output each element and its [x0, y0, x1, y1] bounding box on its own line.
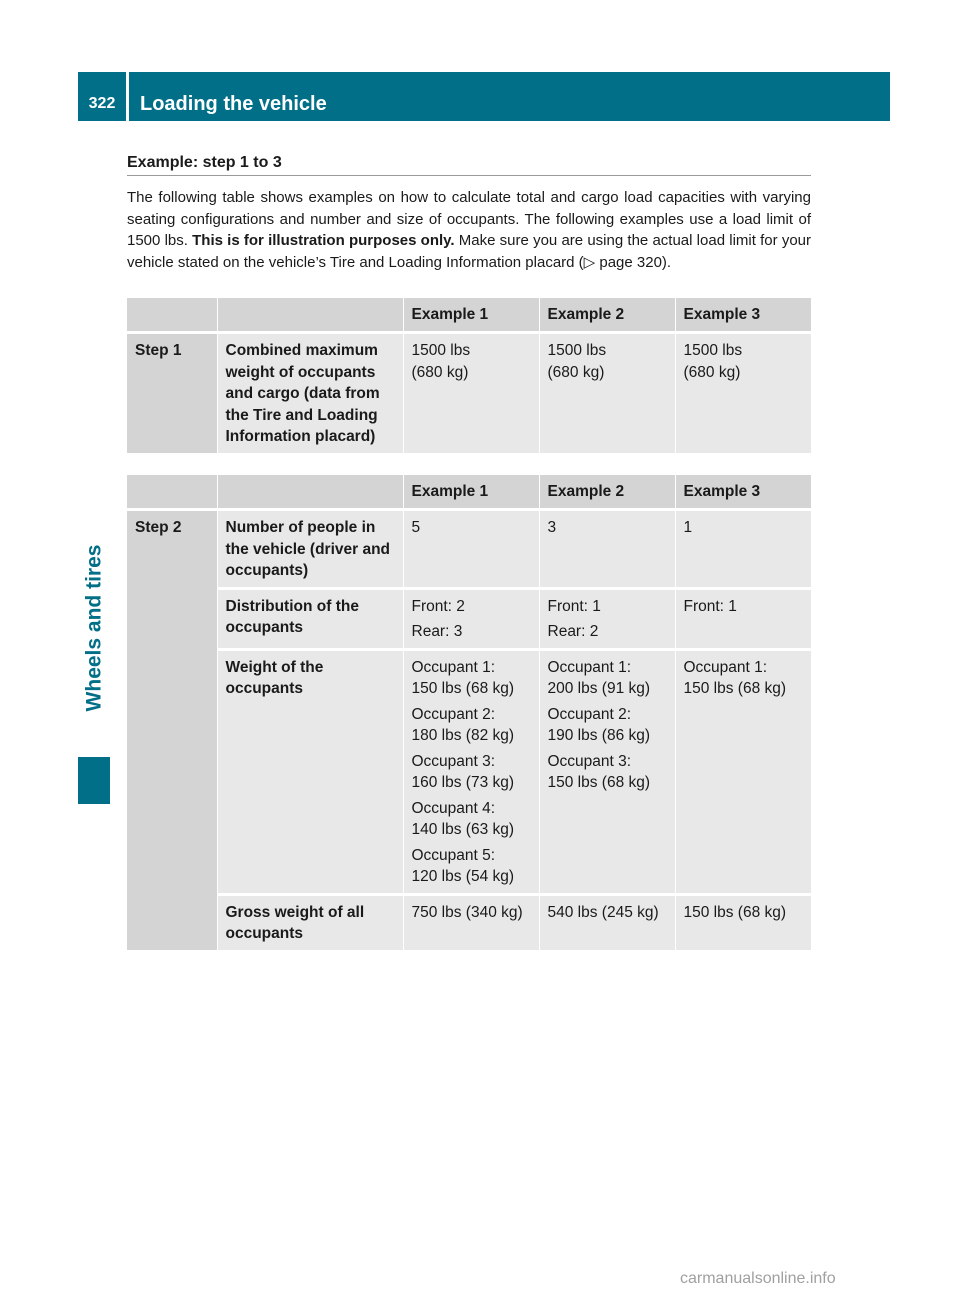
row-label: Number of people in the vehicle (driver and occupants)	[217, 510, 403, 589]
value-cell: 5	[403, 510, 539, 589]
occupant-weight: 160 lbs (73 kg)	[411, 774, 515, 791]
occupant-weight: 150 lbs (68 kg)	[547, 774, 651, 791]
value-cell	[403, 649, 539, 894]
page-header	[78, 72, 890, 121]
table-row	[127, 649, 811, 894]
table-row	[127, 333, 811, 455]
page-title: Loading the vehicle	[140, 93, 327, 115]
table-header-row	[127, 298, 811, 333]
occupant-label: Occupant 3:	[547, 752, 632, 770]
occupant-weight: 190 lbs (86 kg)	[547, 727, 651, 744]
occupant-weight: 180 lbs (82 kg)	[411, 727, 515, 744]
header-example-1: Example 1	[403, 298, 539, 333]
value-line: Front: 2	[411, 597, 465, 615]
occupant-label: Occupant 1:	[683, 658, 768, 676]
value-cell: 540 lbs (245 kg)	[539, 894, 675, 951]
value-line: Rear: 2	[547, 623, 599, 640]
occupant-entry	[412, 845, 531, 888]
table-step-1	[127, 298, 811, 456]
chapter-side-tab	[78, 500, 110, 756]
chapter-side-tab-label: Wheels and tires	[82, 544, 106, 712]
occupant-entry	[412, 657, 531, 700]
header-example-2: Example 2	[539, 298, 675, 333]
header-example-1: Example 1	[403, 475, 539, 510]
table-row	[127, 894, 811, 951]
occupant-label: Occupant 1:	[547, 658, 632, 676]
intro-paragraph	[127, 187, 811, 273]
occupant-weight: 150 lbs (68 kg)	[683, 680, 787, 697]
occupant-weight: 150 lbs (68 kg)	[411, 680, 515, 697]
value-line: Front: 1	[547, 597, 601, 615]
value-cell	[403, 588, 539, 649]
value-line: (680 kg)	[683, 363, 741, 381]
occupant-label: Occupant 1:	[411, 658, 496, 676]
occupant-entry	[412, 704, 531, 747]
header-example-3: Example 3	[675, 298, 811, 333]
occupant-label: Occupant 5:	[411, 846, 496, 864]
chapter-side-marker	[78, 757, 110, 804]
row-label: Distribution of the occupants	[217, 588, 403, 649]
value-cell	[675, 588, 811, 649]
occupant-weight: 120 lbs (54 kg)	[411, 868, 515, 885]
value-line: 1500 lbs	[547, 342, 607, 359]
occupant-label: Occupant 4:	[411, 799, 496, 817]
value-cell	[539, 588, 675, 649]
table-row	[127, 588, 811, 649]
value-cell	[539, 333, 675, 455]
occupant-entry	[548, 751, 667, 794]
header-cell-empty	[217, 298, 403, 333]
value-cell: 150 lbs (68 kg)	[675, 894, 811, 951]
occupant-entry	[412, 798, 531, 841]
table-row	[127, 510, 811, 589]
value-line: 1500 lbs	[683, 342, 743, 359]
value-line: Rear: 3	[411, 623, 463, 640]
occupant-label: Occupant 3:	[411, 752, 496, 770]
intro-text-2: Make sure you are using the actual load limit for your vehicle stated on the vehicle’s Tire and Loading Information placard (▷ page 320).	[127, 232, 812, 271]
header-example-3: Example 3	[675, 475, 811, 510]
value-cell: 750 lbs (340 kg)	[403, 894, 539, 951]
occupant-label: Occupant 2:	[547, 705, 632, 723]
value-cell: 3	[539, 510, 675, 589]
occupant-entry	[412, 751, 531, 794]
row-label: Combined maximum weight of occupants and cargo (data from the Tire and Loading Information placard)	[217, 333, 403, 455]
value-line: Front: 1	[683, 597, 737, 615]
watermark: carmanualsonline.info	[680, 1270, 836, 1287]
occupant-entry	[548, 657, 667, 700]
value-line: 1500 lbs	[411, 342, 471, 359]
value-cell	[403, 333, 539, 455]
intro-text-bold: This is for illustration purposes only.	[192, 232, 455, 249]
table-header-row	[127, 475, 811, 510]
value-line: (680 kg)	[547, 363, 605, 381]
occupant-weight: 140 lbs (63 kg)	[411, 821, 515, 838]
value-line: (680 kg)	[411, 363, 469, 381]
header-cell-empty	[217, 475, 403, 510]
step-label: Step 1	[127, 333, 217, 455]
row-label: Weight of the occupants	[217, 649, 403, 894]
step-label: Step 2	[127, 510, 217, 952]
intro-text-1: The following table shows examples on how to calculate total and cargo load capacities with varying seating configurations and number and size of occupants. The following examples use a load limit of 1500 lbs.	[127, 189, 811, 249]
occupant-label: Occupant 2:	[411, 705, 496, 723]
header-divider	[126, 72, 129, 121]
occupant-entry	[548, 704, 667, 747]
header-cell-empty	[127, 298, 217, 333]
section-heading: Example: step 1 to 3	[127, 154, 811, 176]
occupant-entry	[684, 657, 804, 700]
header-cell-empty	[127, 475, 217, 510]
row-label: Gross weight of all occupants	[217, 894, 403, 951]
table-step-2	[127, 475, 811, 953]
occupant-weight: 200 lbs (91 kg)	[547, 680, 651, 697]
header-example-2: Example 2	[539, 475, 675, 510]
value-cell	[539, 649, 675, 894]
value-cell	[675, 649, 811, 894]
page-number: 322	[88, 95, 116, 112]
value-cell: 1	[675, 510, 811, 589]
value-cell	[675, 333, 811, 455]
